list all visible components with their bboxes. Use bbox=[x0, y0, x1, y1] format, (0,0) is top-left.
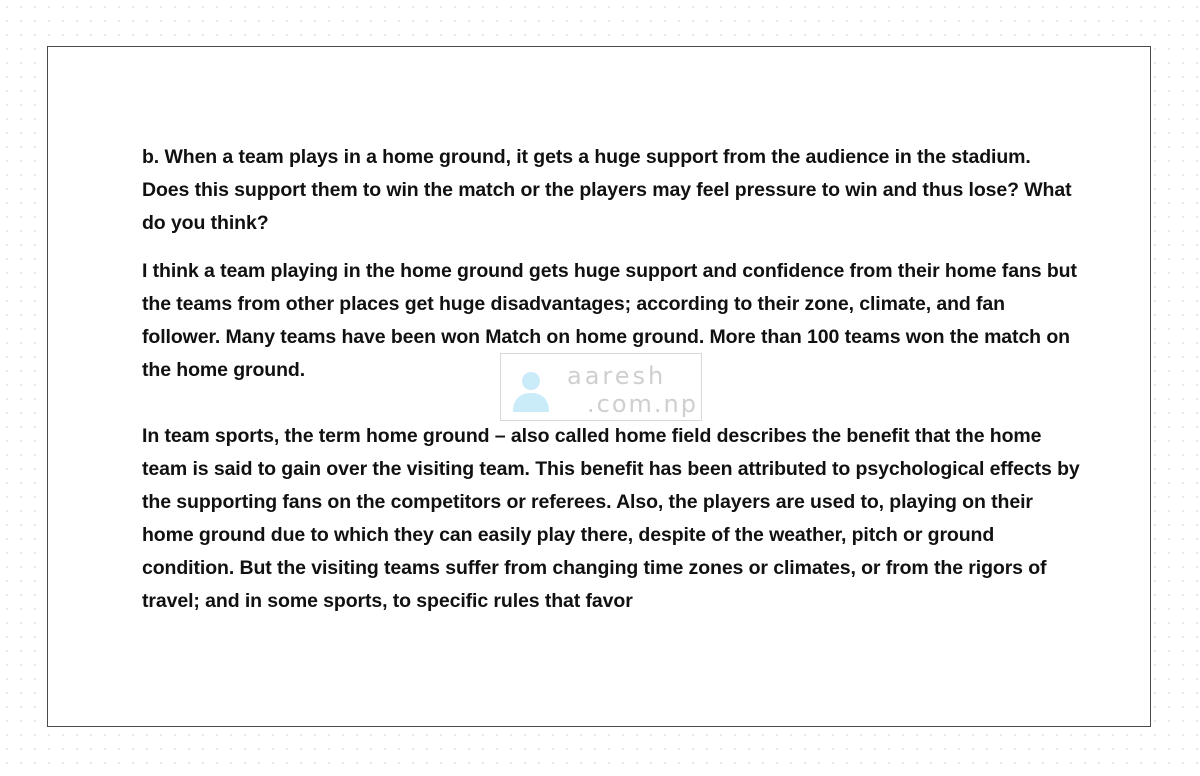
answer-text: I think a team playing in the home ground gets huge support and confidence from their home fans but the teams from other places get huge disadvantages; according to their zone, climate, and fan follower. Many teams have been won Match on home ground. More than 100 teams won the match on the home ground. bbox=[142, 260, 1077, 381]
question-text: b. When a team plays in a home ground, it gets a huge support from the audience in the stadium. Does this support them to win the match or the players may feel pressure to win and thus lose? What do you think? bbox=[142, 146, 1072, 234]
document-page bbox=[47, 46, 1151, 727]
watermark-text-top: aaresh bbox=[567, 362, 667, 390]
explanation-paragraph: In team sports, the term home ground – also called home field describes the benefit that the home team is said to gain over the visiting team. This benefit has been attributed to psychological effects by the supporting fans on the competitors or referees. Also, the players are used to, playing on their home ground due to which they can easily play there, despite of the weather, pitch or ground condition. But the visiting teams suffer from changing time zones or climates, or from the rigors of travel; and in some sports, to specific rules that favor bbox=[142, 425, 1080, 612]
watermark-text-bottom: .com.np bbox=[587, 390, 698, 418]
document-content bbox=[142, 141, 1082, 618]
